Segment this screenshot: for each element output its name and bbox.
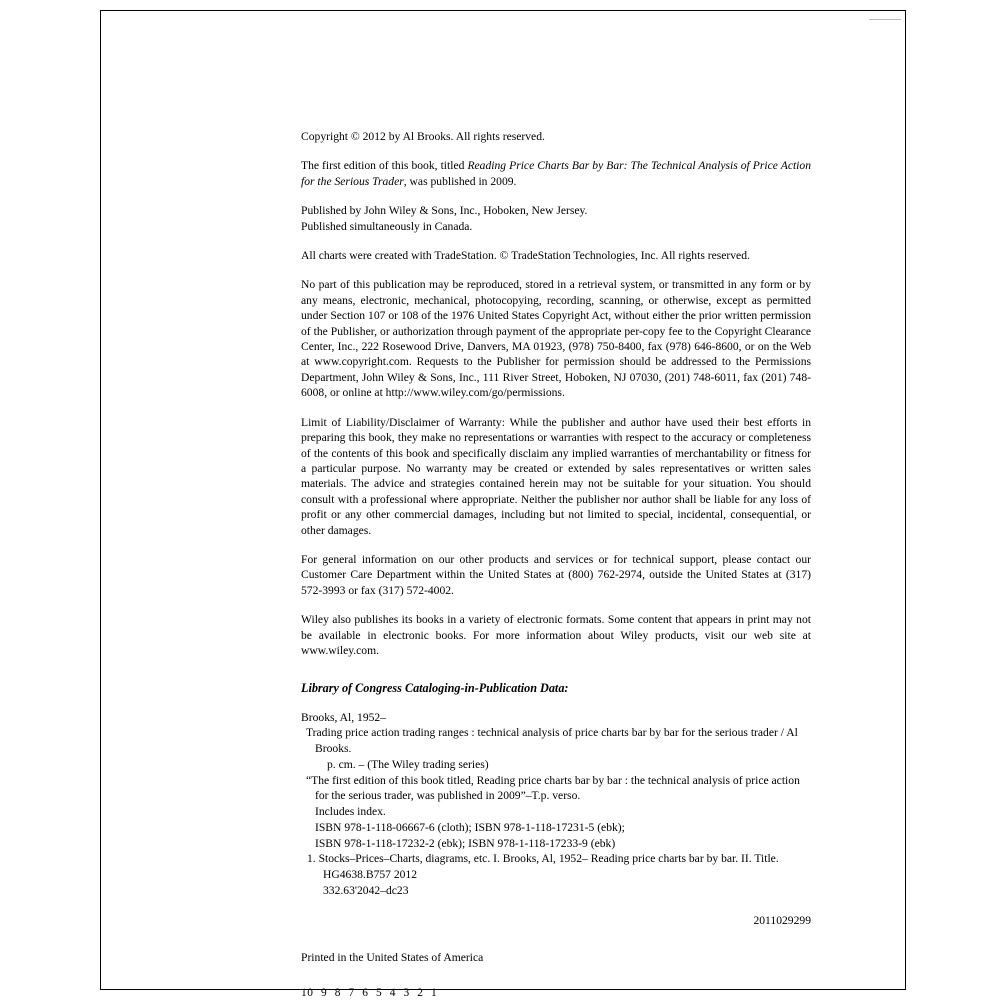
publisher-block [301, 203, 811, 234]
cip-data-block [301, 710, 811, 899]
book-page [100, 10, 906, 999]
cip-call-number: HG4638.B757 2012 [323, 868, 418, 882]
cip-note-line: “The first edition of this book titled, Reading price charts bar by bar : the technical analysis of price action for the serious trader, was published in 2009”–T.p. verso. [306, 773, 800, 803]
cip-title-line: Trading price action trading ranges : technical analysis of price charts bar by bar for the serious trader / Al Brooks. [306, 726, 798, 756]
lccn-number: 2011029299 [753, 913, 811, 927]
cip-index-line: Includes index. [315, 805, 386, 819]
copyright-text-block [301, 129, 811, 1001]
cip-dewey-number: 332.63'2042–dc23 [323, 884, 409, 898]
trim-mark [869, 19, 901, 20]
print-run-line: 10 9 8 7 6 5 4 3 2 1 [301, 986, 438, 999]
cip-isbn-line-2: ISBN 978-1-118-17232-2 (ebk); ISBN 978-1-118-17233-9 (ebk) [315, 836, 616, 850]
reproduction-notice: No part of this publication may be reproduced, stored in a retrieval system, or transmitted in any form or by any means, electronic, mechanical, photocopying, recording, scanning, or otherwise, except as permitted under Section 107 or 108 of the 1976 United States Copyright Act, without either the prior written permission of the Publisher, or authorization through payment of the appropriate per-copy fee to the Copyright Clearance Center, Inc., 222 Rosewood Drive, Danvers, MA 01923, (978) 750-8400, fax (978) 646-8600, or on the Web at www.copyright.com. Requests to the Publisher for permission should be addressed to the Permissions Department, John Wiley & Sons, Inc., 111 River Street, Hoboken, NJ 07030, (201) 748-6011, fax (201) 748-6008, or online at http://www.wiley.com/go/permissions. [301, 278, 811, 400]
printed-in-line: Printed in the United States of America [301, 951, 484, 965]
first-edition-post: , was published in 2009. [403, 174, 517, 188]
publisher-line-2: Published simultaneously in Canada. [301, 219, 473, 233]
first-edition-pre: The first edition of this book, titled [301, 159, 468, 173]
cip-series-line: p. cm. – (The Wiley trading series) [327, 757, 489, 771]
first-edition-title: Reading Price Charts Bar by Bar: The Technical Analysis of Price Action for the Serious Trader [301, 159, 811, 188]
cip-isbn-line-1: ISBN 978-1-118-06667-6 (cloth); ISBN 978-1-118-17231-5 (ebk); [315, 820, 625, 834]
loc-cip-heading: Library of Congress Cataloging-in-Publication Data: [301, 681, 569, 696]
first-edition-note [301, 158, 811, 189]
cip-subject-line: 1. Stocks–Prices–Charts, diagrams, etc. I. Brooks, Al, 1952– Reading price charts bar by bar. II. Title. [307, 852, 779, 866]
publisher-line-1: Published by John Wiley & Sons, Inc., Hoboken, New Jersey. [301, 204, 588, 218]
general-information: For general information on our other products and services or for technical support, please contact our Customer Care Department within the United States at (800) 762-2974, outside the United States at (317) 572-3993 or fax (317) 572-4002. [301, 552, 811, 597]
charts-credit: All charts were created with TradeStation. © TradeStation Technologies, Inc. All rights reserved. [301, 249, 750, 263]
cip-author-line: Brooks, Al, 1952– [301, 710, 387, 724]
electronic-formats-note: Wiley also publishes its books in a variety of electronic formats. Some content that appears in print may not be available in electronic books. For more information about Wiley products, visit our web site at www.wiley.com. [301, 613, 811, 657]
limit-of-liability: Limit of Liability/Disclaimer of Warranty: While the publisher and author have used their best efforts in preparing this book, they make no representations or warranties with respect to the accuracy or completeness of the contents of this book and specifically disclaim any implied warranties of merchantability or fitness for a particular purpose. No warranty may be created or extended by sales representatives or written sales materials. The advice and strategies contained herein may not be suitable for your situation. You should consult with a professional where appropriate. Neither the publisher nor author shall be liable for any loss of profit or any other commercial damages, including but not limited to special, incidental, consequential, or other damages. [301, 415, 811, 537]
copyright-line: Copyright © 2012 by Al Brooks. All rights reserved. [301, 130, 545, 143]
